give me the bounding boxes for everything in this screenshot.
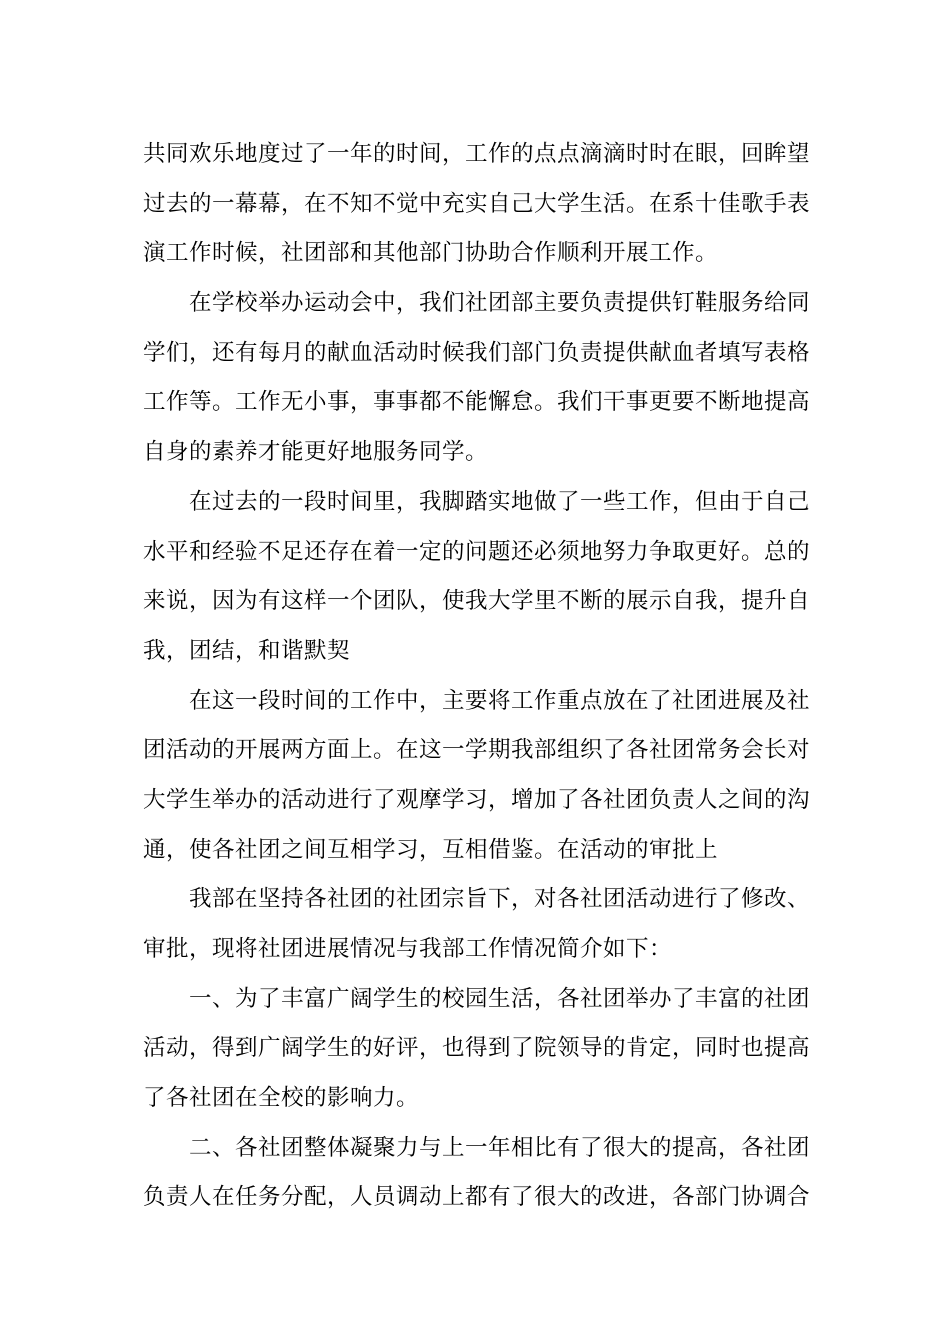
document-body bbox=[143, 130, 811, 1223]
text-line: 大学生举办的活动进行了观摩学习，增加了各社团负责人之间的沟 bbox=[143, 786, 811, 813]
text-line: 过去的一幕幕，在不知不觉中充实自己大学生活。在系十佳歌手表 bbox=[143, 190, 811, 217]
text-line: 我，团结，和谐默契 bbox=[143, 637, 351, 664]
text-line: 来说，因为有这样一个团队，使我大学里不断的展示自我，提升自 bbox=[143, 588, 811, 615]
text-line: 自身的素养才能更好地服务同学。 bbox=[143, 439, 489, 466]
paragraph-first-line: 二、各社团整体凝聚力与上一年相比有了很大的提高，各社团 bbox=[189, 1134, 811, 1161]
text-line: 活动，得到广阔学生的好评，也得到了院领导的肯定，同时也提高 bbox=[143, 1035, 811, 1062]
text-line: 学们，还有每月的献血活动时候我们部门负责提供献血者填写表格 bbox=[143, 339, 811, 366]
text-line: 团活动的开展两方面上。在这一学期我部组织了各社团常务会长对 bbox=[143, 737, 811, 764]
text-line: 通，使各社团之间互相学习，互相借鉴。在活动的审批上 bbox=[143, 836, 719, 863]
paragraph-first-line: 在这一段时间的工作中，主要将工作重点放在了社团进展及社 bbox=[189, 687, 811, 714]
paragraph-first-line: 我部在坚持各社团的社团宗旨下，对各社团活动进行了修改、 bbox=[189, 886, 811, 913]
text-line: 了各社团在全校的影响力。 bbox=[143, 1085, 420, 1112]
paragraph-first-line: 一、为了丰富广阔学生的校园生活，各社团举办了丰富的社团 bbox=[189, 985, 811, 1012]
text-line: 工作等。工作无小事，事事都不能懈怠。我们干事更要不断地提高 bbox=[143, 389, 811, 416]
text-line: 负责人在任务分配，人员调动上都有了很大的改进，各部门协调合 bbox=[143, 1184, 811, 1211]
paragraph-first-line: 在过去的一段时间里，我脚踏实地做了一些工作，但由于自己 bbox=[189, 488, 811, 515]
paragraph-first-line: 在学校举办运动会中，我们社团部主要负责提供钉鞋服务给同 bbox=[189, 290, 811, 317]
text-line: 水平和经验不足还存在着一定的问题还必须地努力争取更好。总的 bbox=[143, 538, 811, 565]
text-line: 演工作时候，社团部和其他部门协助合作顺利开展工作。 bbox=[143, 240, 719, 267]
text-line: 共同欢乐地度过了一年的时间，工作的点点滴滴时时在眼，回眸望 bbox=[143, 141, 811, 167]
text-line: 审批，现将社团进展情况与我部工作情况简介如下： bbox=[143, 936, 673, 962]
